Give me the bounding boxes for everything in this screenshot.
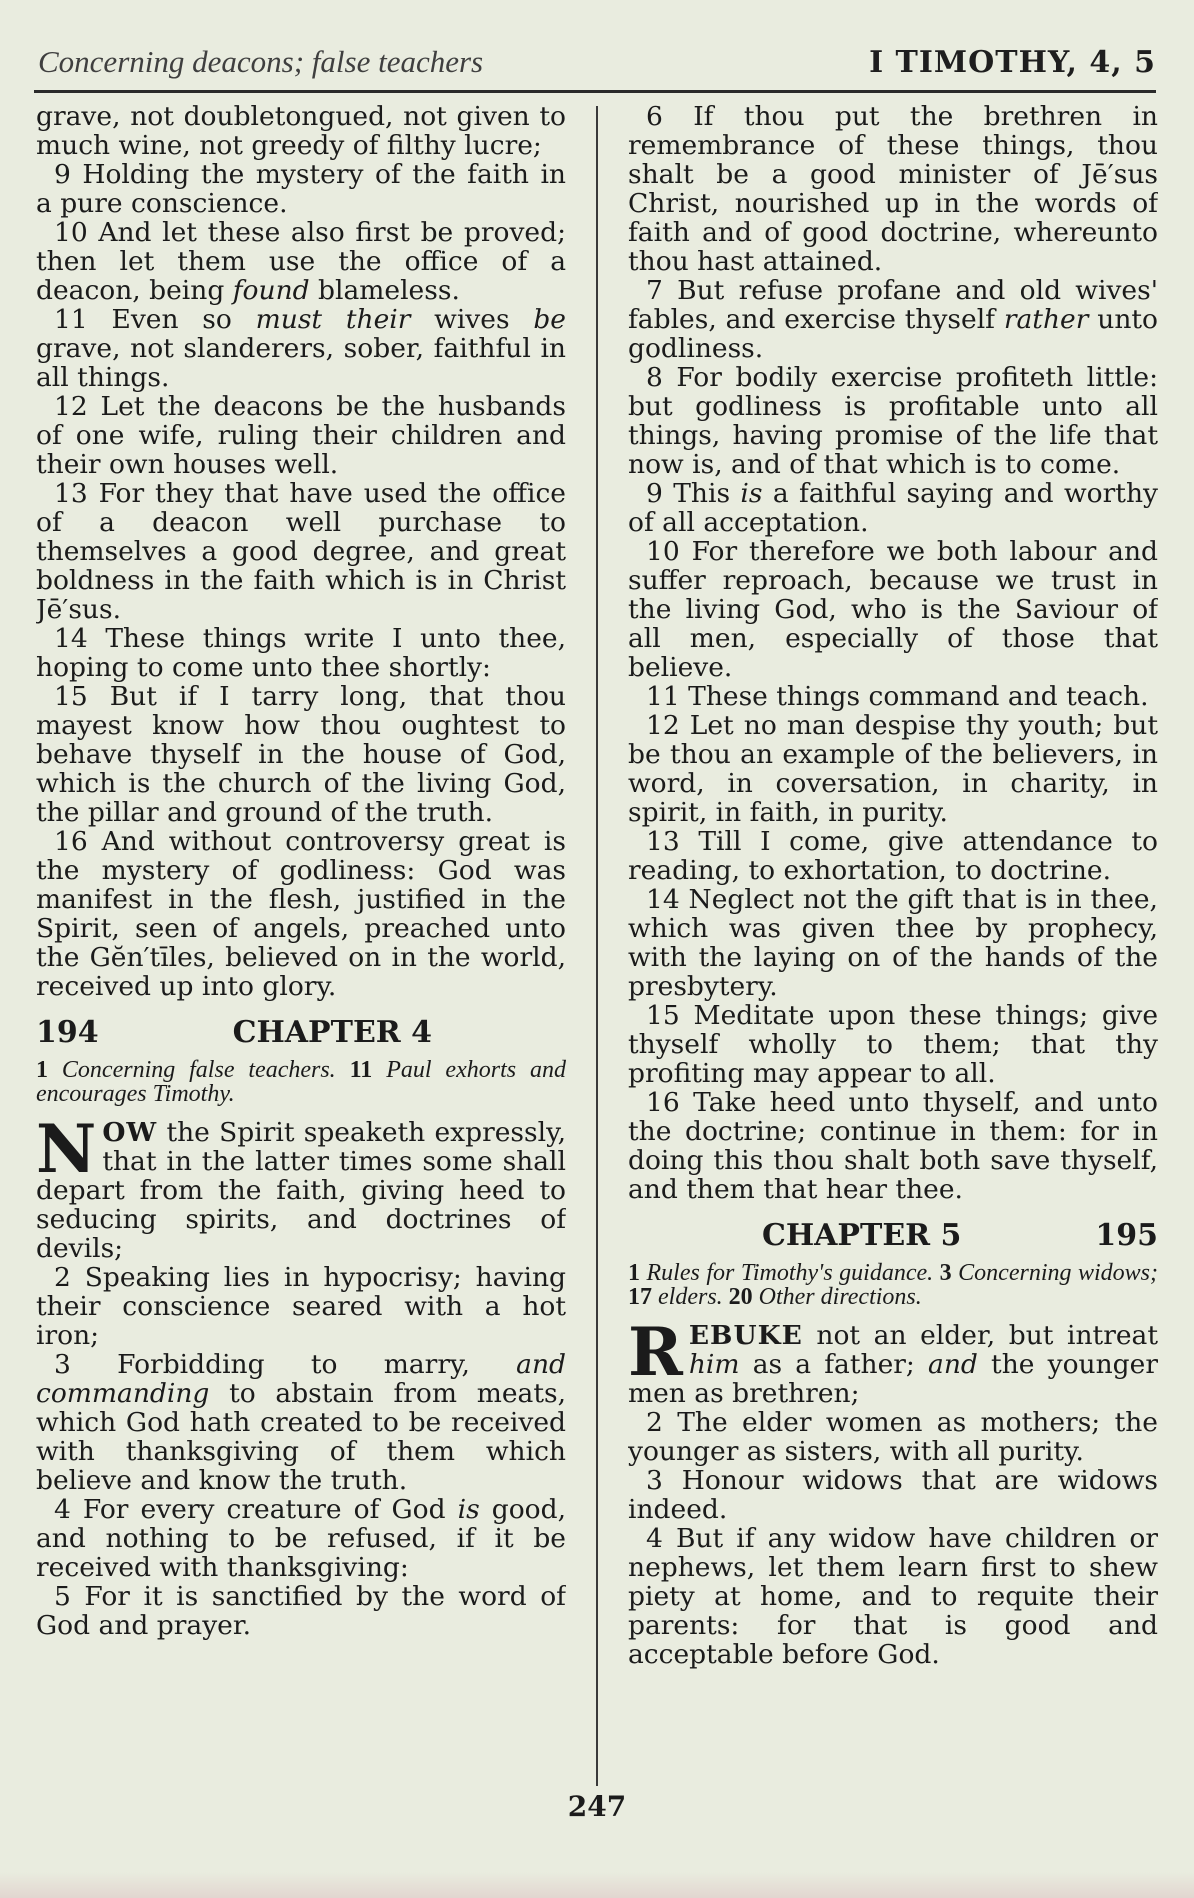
summary-num: 3 xyxy=(933,1260,952,1286)
verse-text: a faithful saying and worthy of all acceptation. xyxy=(628,478,1158,538)
verse-italic: must their xyxy=(255,304,411,335)
chapter-5-ref: 195 xyxy=(1095,1218,1158,1253)
summary-num: 11 xyxy=(335,1057,373,1083)
running-header xyxy=(38,44,1156,88)
verse-4-1 xyxy=(36,1110,566,1264)
drop-cap: R xyxy=(628,1313,683,1391)
header-rule xyxy=(34,90,1156,93)
verse-italic: and xyxy=(928,1349,978,1380)
verse-text: 11 Even so xyxy=(54,304,256,335)
verse-text: the younger men as brethren; xyxy=(628,1349,1158,1409)
verse-3-8-continued: grave, not doubletongued, not given to much wine, not greedy of filthy lucre; xyxy=(36,102,566,161)
summary-text: elders. xyxy=(652,1284,723,1310)
verse-3-11 xyxy=(36,305,566,392)
left-column xyxy=(36,102,566,1788)
verse-4-14: 14 Neglect not the gift that is in thee, which was given thee by prophecy, with the laying on of the hands of the presbytery. xyxy=(628,884,1158,1002)
verse-italic: found xyxy=(232,275,310,306)
verse-text: good, and nothing to be refused, if it be received with thanksgiving: xyxy=(36,1494,566,1583)
verse-4-12: 12 Let no man despise thy youth; but be thou an example of the believers, in word, in coversation, in charity, in spirit, in faith, in purity. xyxy=(628,710,1158,828)
verse-text: 9 This xyxy=(646,478,741,509)
verse-4-10: 10 For therefore we both labour and suffer reproach, because we trust in the living God, who is the Saviour of all men, especially of those that believe. xyxy=(628,536,1158,683)
verse-italic: and commanding xyxy=(36,1349,566,1409)
verse-text: not an elder, but intreat xyxy=(802,1320,1158,1351)
verse-italic: him xyxy=(688,1349,740,1380)
chapter-5-summary xyxy=(628,1261,1158,1309)
verse-italic: is xyxy=(457,1494,480,1525)
verse-3-12: 12 Let the deacons be the husbands of one wife, ruling their children and their own houses well. xyxy=(36,391,566,480)
verse-text: wives xyxy=(410,304,534,335)
summary-text: Concerning widows; xyxy=(951,1260,1158,1286)
verse-4-13: 13 Till I come, give attendance to reading, to exhortation, to doctrine. xyxy=(628,826,1158,886)
verse-3-16: 16 And without controversy great is the mystery of godliness: God was manifest in the flesh, justified in the Spirit, seen of angels, preached unto the Gĕn′tīles, believed on in the world, received up into glory. xyxy=(36,826,566,1002)
verse-4-7 xyxy=(628,276,1158,363)
verse-text: unto godliness. xyxy=(628,304,1158,364)
running-head-left: Concerning deacons; false teachers xyxy=(38,44,484,79)
chapter-4-title: CHAPTER 4 xyxy=(232,1015,433,1050)
verse-3-13: 13 For they that have used the office of a deacon well purchase to themselves a good degree, and great boldness in the faith which is in Christ Jē′sus. xyxy=(36,478,566,625)
verse-text: 10 And let these also first be proved; then let them use the office of a deacon, being xyxy=(36,217,566,306)
summary-text: Paul exhorts and encourages Timothy. xyxy=(36,1057,566,1107)
verse-text: the Spirit speaketh expressly, that in the latter times some shall depart from the faith, giving heed to seducing spirits, and doctrines of devils; xyxy=(36,1117,566,1264)
verse-3-14: 14 These things write I unto thee, hoping to come unto thee shortly: xyxy=(36,623,566,683)
verse-4-6: 6 If thou put the brethren in remembrance of these things, thou shalt be a good minister of Jē′sus Christ, nourished up in the words of faith and of good doctrine, whereunto thou hast attained. xyxy=(628,102,1158,277)
verse-5-3: 3 Honour widows that are widows indeed. xyxy=(628,1465,1158,1525)
verse-caps: EBUKE xyxy=(688,1320,803,1351)
summary-text: Rules for Timothy's guidance. xyxy=(640,1260,934,1286)
verse-4-16: 16 Take heed unto thyself, and unto the doctrine; continue in them: for in doing this thou shalt both save thyself, and them that hear thee. xyxy=(628,1087,1158,1205)
chapter-4-summary xyxy=(36,1058,566,1106)
verse-italic: is xyxy=(740,478,763,509)
summary-num: 1 xyxy=(36,1057,48,1083)
page-number: 247 xyxy=(567,1790,627,1823)
page-edge xyxy=(0,1872,1194,1898)
verse-5-1 xyxy=(628,1313,1158,1409)
chapter-5-heading xyxy=(628,1218,1158,1253)
verse-text: 7 But refuse profane and old wives' fables, and exercise thyself xyxy=(628,275,1158,335)
verse-3-15: 15 But if I tarry long, that thou mayest know how thou oughtest to behave thyself in the house of God, which is the church of the living God, the pillar and ground of the truth. xyxy=(36,681,566,828)
verse-text: grave, not slanderers, sober, faithful in all things. xyxy=(36,333,566,393)
right-column xyxy=(628,102,1158,1788)
verse-3-9: 9 Holding the mystery of the faith in a pure conscience. xyxy=(36,159,566,219)
verse-3-10 xyxy=(36,218,566,305)
summary-num: 17 xyxy=(628,1284,652,1310)
verse-text: to abstain from meats, which God hath created to be received with thanksgiving of them which believe and know the truth. xyxy=(36,1378,566,1496)
summary-num: 1 xyxy=(628,1260,640,1286)
verse-5-2: 2 The elder women as mothers; the younger as sisters, with all purity. xyxy=(628,1407,1158,1467)
summary-text: Concerning false teachers. xyxy=(48,1057,336,1083)
verse-4-8: 8 For bodily exercise profiteth little: but godliness is profitable unto all things, having promise of the life that now is, and of that which is to come. xyxy=(628,362,1158,480)
verse-text: blameless. xyxy=(309,275,460,306)
verse-text: 3 Forbidding to marry, xyxy=(54,1349,517,1380)
chapter-4-heading xyxy=(36,1015,566,1050)
verse-4-3 xyxy=(36,1350,566,1495)
running-head-right: I TIMOTHY, 4, 5 xyxy=(869,45,1156,80)
verse-4-2: 2 Speaking lies in hypocrisy; having their conscience seared with a hot iron; xyxy=(36,1262,566,1351)
verse-italic: rather xyxy=(1003,304,1089,335)
verse-4-11: 11 These things command and teach. xyxy=(646,681,1149,712)
verse-text: 4 For every creature of God xyxy=(54,1494,458,1525)
verse-4-15: 15 Meditate upon these things; give thyself wholly to them; that thy profiting may appear to all. xyxy=(628,1000,1158,1089)
verse-4-5: 5 For it is sanctified by the word of God and prayer. xyxy=(36,1581,566,1641)
chapter-4-ref: 194 xyxy=(36,1015,99,1050)
drop-cap: N xyxy=(36,1110,97,1188)
verse-5-4: 4 But if any widow have children or nephews, let them learn first to shew piety at home, and to requite their parents: for that is good and acceptable before God. xyxy=(628,1523,1158,1670)
verse-text: as a father; xyxy=(739,1349,929,1380)
verse-4-9 xyxy=(628,479,1158,537)
text-columns xyxy=(36,102,1158,1788)
chapter-5-title: CHAPTER 5 xyxy=(761,1218,962,1253)
column-divider xyxy=(596,106,598,1786)
verse-4-4 xyxy=(36,1495,566,1582)
summary-text: Other directions. xyxy=(752,1284,922,1310)
summary-num: 20 xyxy=(722,1284,753,1310)
verse-caps: OW xyxy=(102,1117,158,1148)
verse-italic: be xyxy=(533,304,566,335)
